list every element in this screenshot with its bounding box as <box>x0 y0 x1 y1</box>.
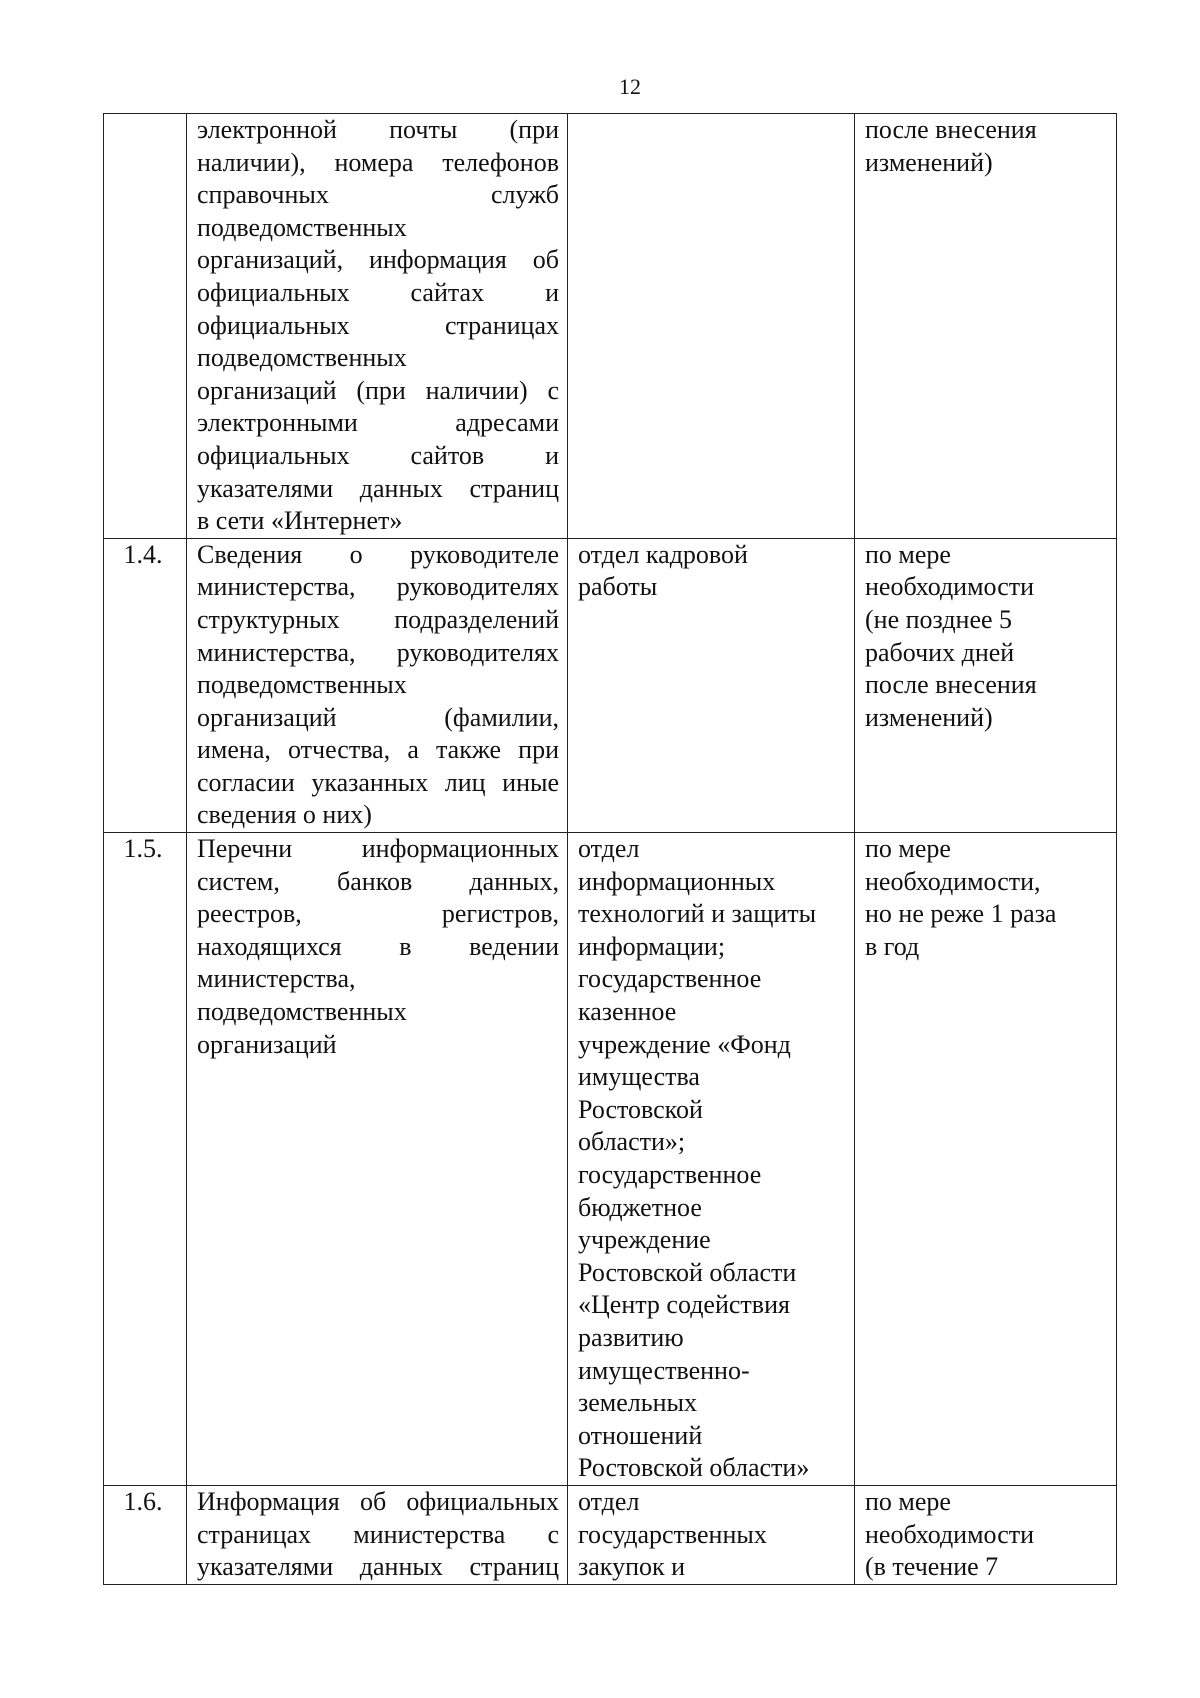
item-name-line: организаций (фамилии, <box>197 702 559 732</box>
responsible-line: области»; <box>578 1127 686 1157</box>
deadline-line: необходимости <box>865 572 1035 602</box>
item-name-line: электронной почты (при <box>197 115 559 144</box>
deadline-cell <box>855 833 1117 1486</box>
item-name-line: структурных подразделений <box>197 604 559 634</box>
item-name-line: наличии), номера телефонов <box>197 147 559 177</box>
item-name-line: имена, отчества, а также при <box>197 735 559 765</box>
responsible-line: казенное <box>578 997 677 1027</box>
responsible-line: технологий и защиты <box>578 899 817 929</box>
item-name-line: подведомственных <box>197 343 407 373</box>
row-number-cell <box>104 114 187 539</box>
responsible-line: учреждение «Фонд <box>578 1029 791 1059</box>
row-number-cell: 1.4. <box>104 538 187 832</box>
table-body <box>104 114 1117 1585</box>
deadline-cell <box>855 114 1117 539</box>
item-name-line: официальных страницах <box>197 310 559 340</box>
deadline-line: необходимости, <box>865 866 1041 896</box>
responsible-cell <box>568 114 855 539</box>
responsible-line: информационных <box>578 866 776 896</box>
deadline-cell <box>855 538 1117 832</box>
responsible-line: отдел кадровой <box>578 539 748 569</box>
responsible-line: государственное <box>578 1160 762 1189</box>
item-name-line: страницах министерства с <box>197 1519 559 1549</box>
item-name-line: электронными адресами <box>197 408 559 438</box>
table-row <box>104 833 1117 1486</box>
deadline-line: по мере <box>865 1486 951 1516</box>
responsible-line: Ростовской области <box>578 1257 797 1287</box>
responsible-line: земельных <box>578 1388 698 1418</box>
item-name-cell <box>187 1485 568 1584</box>
deadline-line: в год <box>865 931 920 961</box>
item-name-line: подведомственных <box>197 670 407 700</box>
item-name-line: организаций, информация об <box>197 245 559 275</box>
responsible-line: Ростовской <box>578 1094 703 1124</box>
responsible-line: закупок и <box>578 1552 686 1582</box>
item-name-line: подведомственных <box>197 212 407 242</box>
responsible-line: бюджетное <box>578 1192 702 1222</box>
item-name-line: министерства, руководителях <box>197 572 559 602</box>
item-name-line: систем, банков данных, <box>197 866 559 896</box>
responsible-line: отдел <box>578 1486 640 1516</box>
item-name-cell <box>187 538 568 832</box>
responsible-line: учреждение <box>578 1225 711 1255</box>
table-row <box>104 538 1117 832</box>
deadline-line: по мере <box>865 539 951 569</box>
deadline-line: изменений) <box>865 702 993 732</box>
item-name-line: Перечни информационных <box>197 834 559 864</box>
row-number-cell: 1.5. <box>104 833 187 1486</box>
row-number-cell: 1.6. <box>104 1485 187 1584</box>
deadline-line: но не реже 1 раза <box>865 899 1057 929</box>
table-row <box>104 1485 1117 1584</box>
item-name-cell <box>187 833 568 1486</box>
deadline-line: рабочих дней <box>865 637 1015 667</box>
item-name-line: министерства, <box>197 964 356 994</box>
deadline-line: по мере <box>865 834 951 864</box>
item-name-line: реестров, регистров, <box>197 899 559 929</box>
item-name-line: официальных сайтах и <box>197 277 559 307</box>
page-number: 12 <box>619 74 641 99</box>
deadline-line: после внесения <box>865 670 1037 700</box>
item-name-line: официальных сайтов и <box>197 440 559 470</box>
deadline-line: (в течение 7 <box>865 1552 999 1582</box>
item-name-line: организаций <box>197 1029 337 1059</box>
deadline-line: необходимости <box>865 1519 1035 1549</box>
item-name-line: Сведения о руководителе <box>197 539 559 569</box>
item-name-line: указателями данных страниц <box>197 1552 559 1582</box>
deadline-line: изменений) <box>865 147 993 177</box>
item-name-line: Информация об официальных <box>197 1486 559 1516</box>
responsible-line: информации; <box>578 931 726 961</box>
responsible-line: отдел <box>578 834 640 864</box>
responsible-line: Ростовской области» <box>578 1453 810 1483</box>
item-name-line: согласии указанных лиц иные <box>197 767 559 797</box>
item-name-line: подведомственных <box>197 997 407 1027</box>
item-name-line: организаций (при наличии) с <box>197 375 559 405</box>
item-name-cell <box>187 114 568 539</box>
table-row <box>104 114 1117 539</box>
measures-table <box>103 113 1117 1585</box>
responsible-line: имущества <box>578 1062 700 1092</box>
responsible-line: работы <box>578 572 658 602</box>
responsible-cell <box>568 1485 855 1584</box>
deadline-cell <box>855 1485 1117 1584</box>
responsible-cell <box>568 833 855 1486</box>
item-name-line: министерства, руководителях <box>197 637 559 667</box>
item-name-line: в сети «Интернет» <box>197 506 403 536</box>
responsible-cell <box>568 538 855 832</box>
responsible-line: государственных <box>578 1519 767 1549</box>
item-name-line: указателями данных страниц <box>197 473 559 503</box>
responsible-line: государственное <box>578 964 762 994</box>
item-name-line: находящихся в ведении <box>197 931 559 961</box>
item-name-line: сведения о них) <box>197 800 372 830</box>
responsible-line: имущественно- <box>578 1355 750 1385</box>
responsible-line: развитию <box>578 1322 684 1352</box>
responsible-line: «Центр содействия <box>578 1290 790 1320</box>
responsible-line: отношений <box>578 1420 703 1450</box>
item-name-line: справочных служб <box>197 180 559 210</box>
deadline-line: (не позднее 5 <box>865 604 1013 634</box>
deadline-line: после внесения <box>865 115 1037 144</box>
